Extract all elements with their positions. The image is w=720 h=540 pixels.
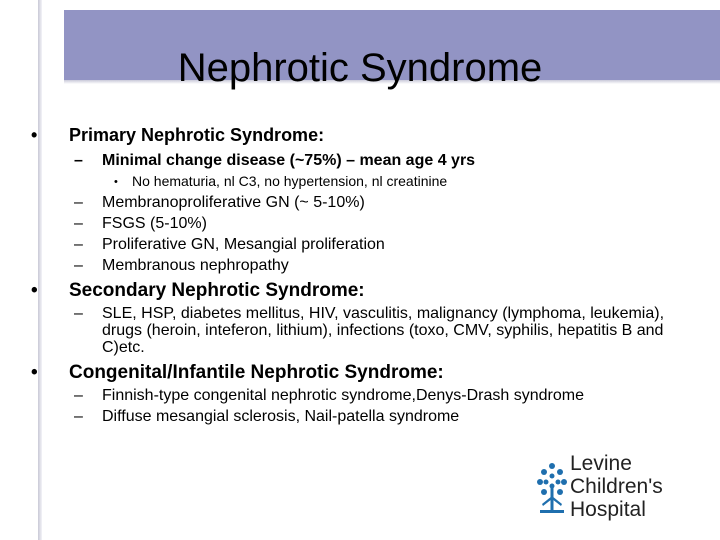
secondary-heading: Secondary Nephrotic Syndrome: xyxy=(69,280,365,301)
primary-item-text: Membranous nephropathy xyxy=(102,257,289,274)
logo-line-1: Levine xyxy=(570,452,632,475)
bullet-dot: • xyxy=(31,280,38,301)
primary-item-text: Proliferative GN, Mesangial proliferation xyxy=(102,236,385,253)
bullet-dot: • xyxy=(114,176,118,188)
dash-marker: – xyxy=(74,257,83,274)
bullet-dot: • xyxy=(31,125,38,145)
minimal-change-text: Minimal change disease (~75%) – mean age 4 yrs xyxy=(102,152,476,169)
dash-marker: – xyxy=(74,305,83,322)
dash-marker: – xyxy=(74,236,83,253)
logo-wordmark xyxy=(570,452,704,521)
hospital-logo xyxy=(534,450,702,522)
bullet-dot: • xyxy=(31,362,38,383)
dash-marker: – xyxy=(74,152,83,169)
congenital-item-text: Diffuse mesangial sclerosis, Nail-patella syndrome xyxy=(102,408,460,425)
logo-line-3: Hospital xyxy=(570,498,646,521)
congenital-item-text: Finnish-type congenital nephrotic syndrome,Denys-Drash syndrome xyxy=(102,387,584,404)
primary-item-text: FSGS (5-10%) xyxy=(102,215,207,232)
slide-title: Nephrotic Syndrome xyxy=(177,46,543,90)
dash-marker: – xyxy=(74,215,83,232)
dash-marker: – xyxy=(74,387,83,404)
minimal-change-detail-text: No hematuria, nl C3, no hypertension, nl creatinine xyxy=(132,173,448,189)
primary-item-text: Membranoproliferative GN (~ 5-10%) xyxy=(102,194,365,211)
dash-marker: – xyxy=(74,408,83,425)
dash-marker: – xyxy=(74,194,83,211)
congenital-heading: Congenital/Infantile Nephrotic Syndrome: xyxy=(69,362,444,383)
secondary-detail-text: SLE, HSP, diabetes mellitus, HIV, vasculitis, malignancy (lymphoma, leukemia), drugs (heroin, inteferon, lithium), infections (toxo, CMV, syphilis, hepatitis B and C)etc. xyxy=(102,305,665,356)
logo-line-2: Children's xyxy=(570,475,663,498)
primary-heading: Primary Nephrotic Syndrome: xyxy=(69,125,325,145)
